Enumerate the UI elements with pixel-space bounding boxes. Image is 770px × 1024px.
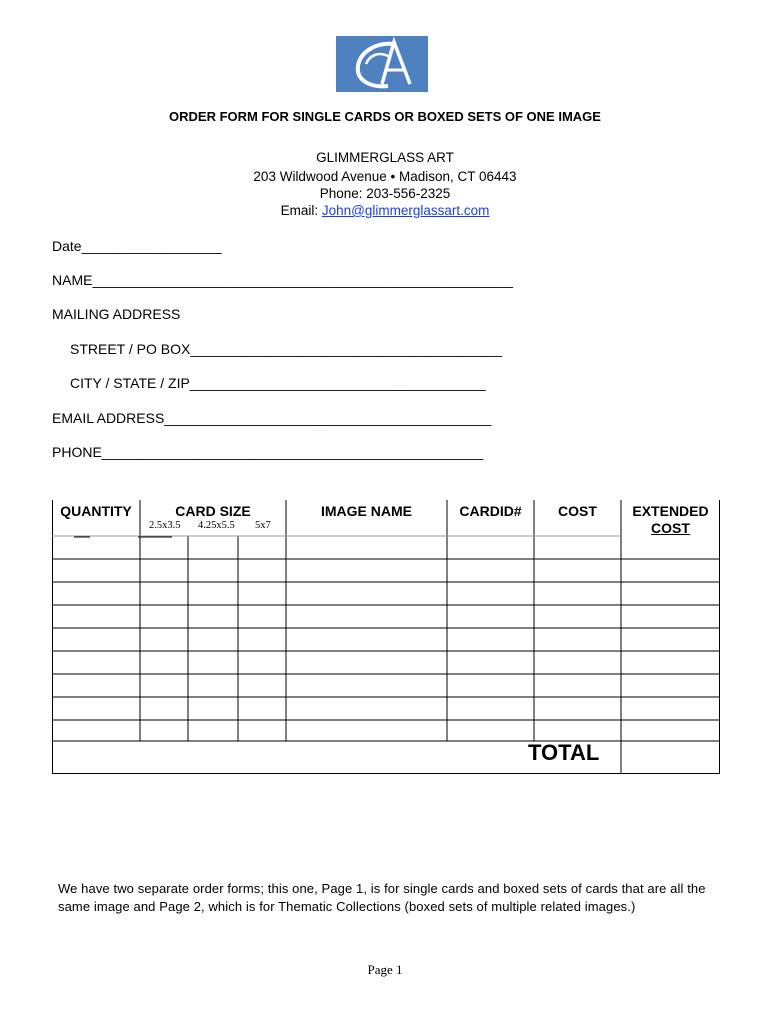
company-logo [336,36,428,92]
logo-monogram-icon [336,36,428,92]
image-name-header: IMAGE NAME [321,503,412,519]
email-label: Email: [280,203,322,218]
company-email-line [0,203,770,218]
extended-cost-header: COST [651,520,690,536]
size-5x7: 5x7 [255,520,271,531]
table-grid [52,500,720,774]
size-2-5x3-5: 2.5x3.5 [149,520,181,531]
form-title: ORDER FORM FOR SINGLE CARDS OR BOXED SETS OF ONE IMAGE [169,109,601,124]
card-size-header: CARD SIZE [175,503,251,519]
city-state-zip-field[interactable]: CITY / STATE / ZIP______________________________________ [70,375,486,391]
company-address: 203 Wildwood Avenue • Madison, CT 06443 [253,169,517,184]
quantity-header: QUANTITY [60,503,132,519]
street-field[interactable]: STREET / PO BOX________________________________________ [70,341,502,357]
page-number: Page 1 [367,962,403,977]
company-phone: Phone: 203-556-2325 [319,186,451,201]
forms-note: We have two separate order forms; this one, Page 1, is for single cards and boxed sets of cards that are all the same image and Page 2, which is for Thematic Collections (boxed sets of multiple related images.) [58,881,706,914]
date-field[interactable]: Date__________________ [52,238,222,254]
order-table [52,500,720,774]
total-label: TOTAL [528,740,600,765]
size-4-25x5-5: 4.25x5.5 [198,520,235,531]
mailing-address-label: MAILING ADDRESS [52,306,181,322]
phone-field[interactable]: PHONE_________________________________________________ [52,444,484,460]
name-field[interactable]: NAME______________________________________________________ [52,272,513,288]
email-address-field[interactable]: EMAIL ADDRESS__________________________________________ [52,410,492,426]
cost-header: COST [558,503,597,519]
cardid-header: CARDID# [459,503,522,519]
email-link[interactable]: John@glimmerglassart.com [321,203,490,218]
company-name: GLIMMERGLASS ART [316,150,454,165]
extended-header: EXTENDED [632,503,709,519]
